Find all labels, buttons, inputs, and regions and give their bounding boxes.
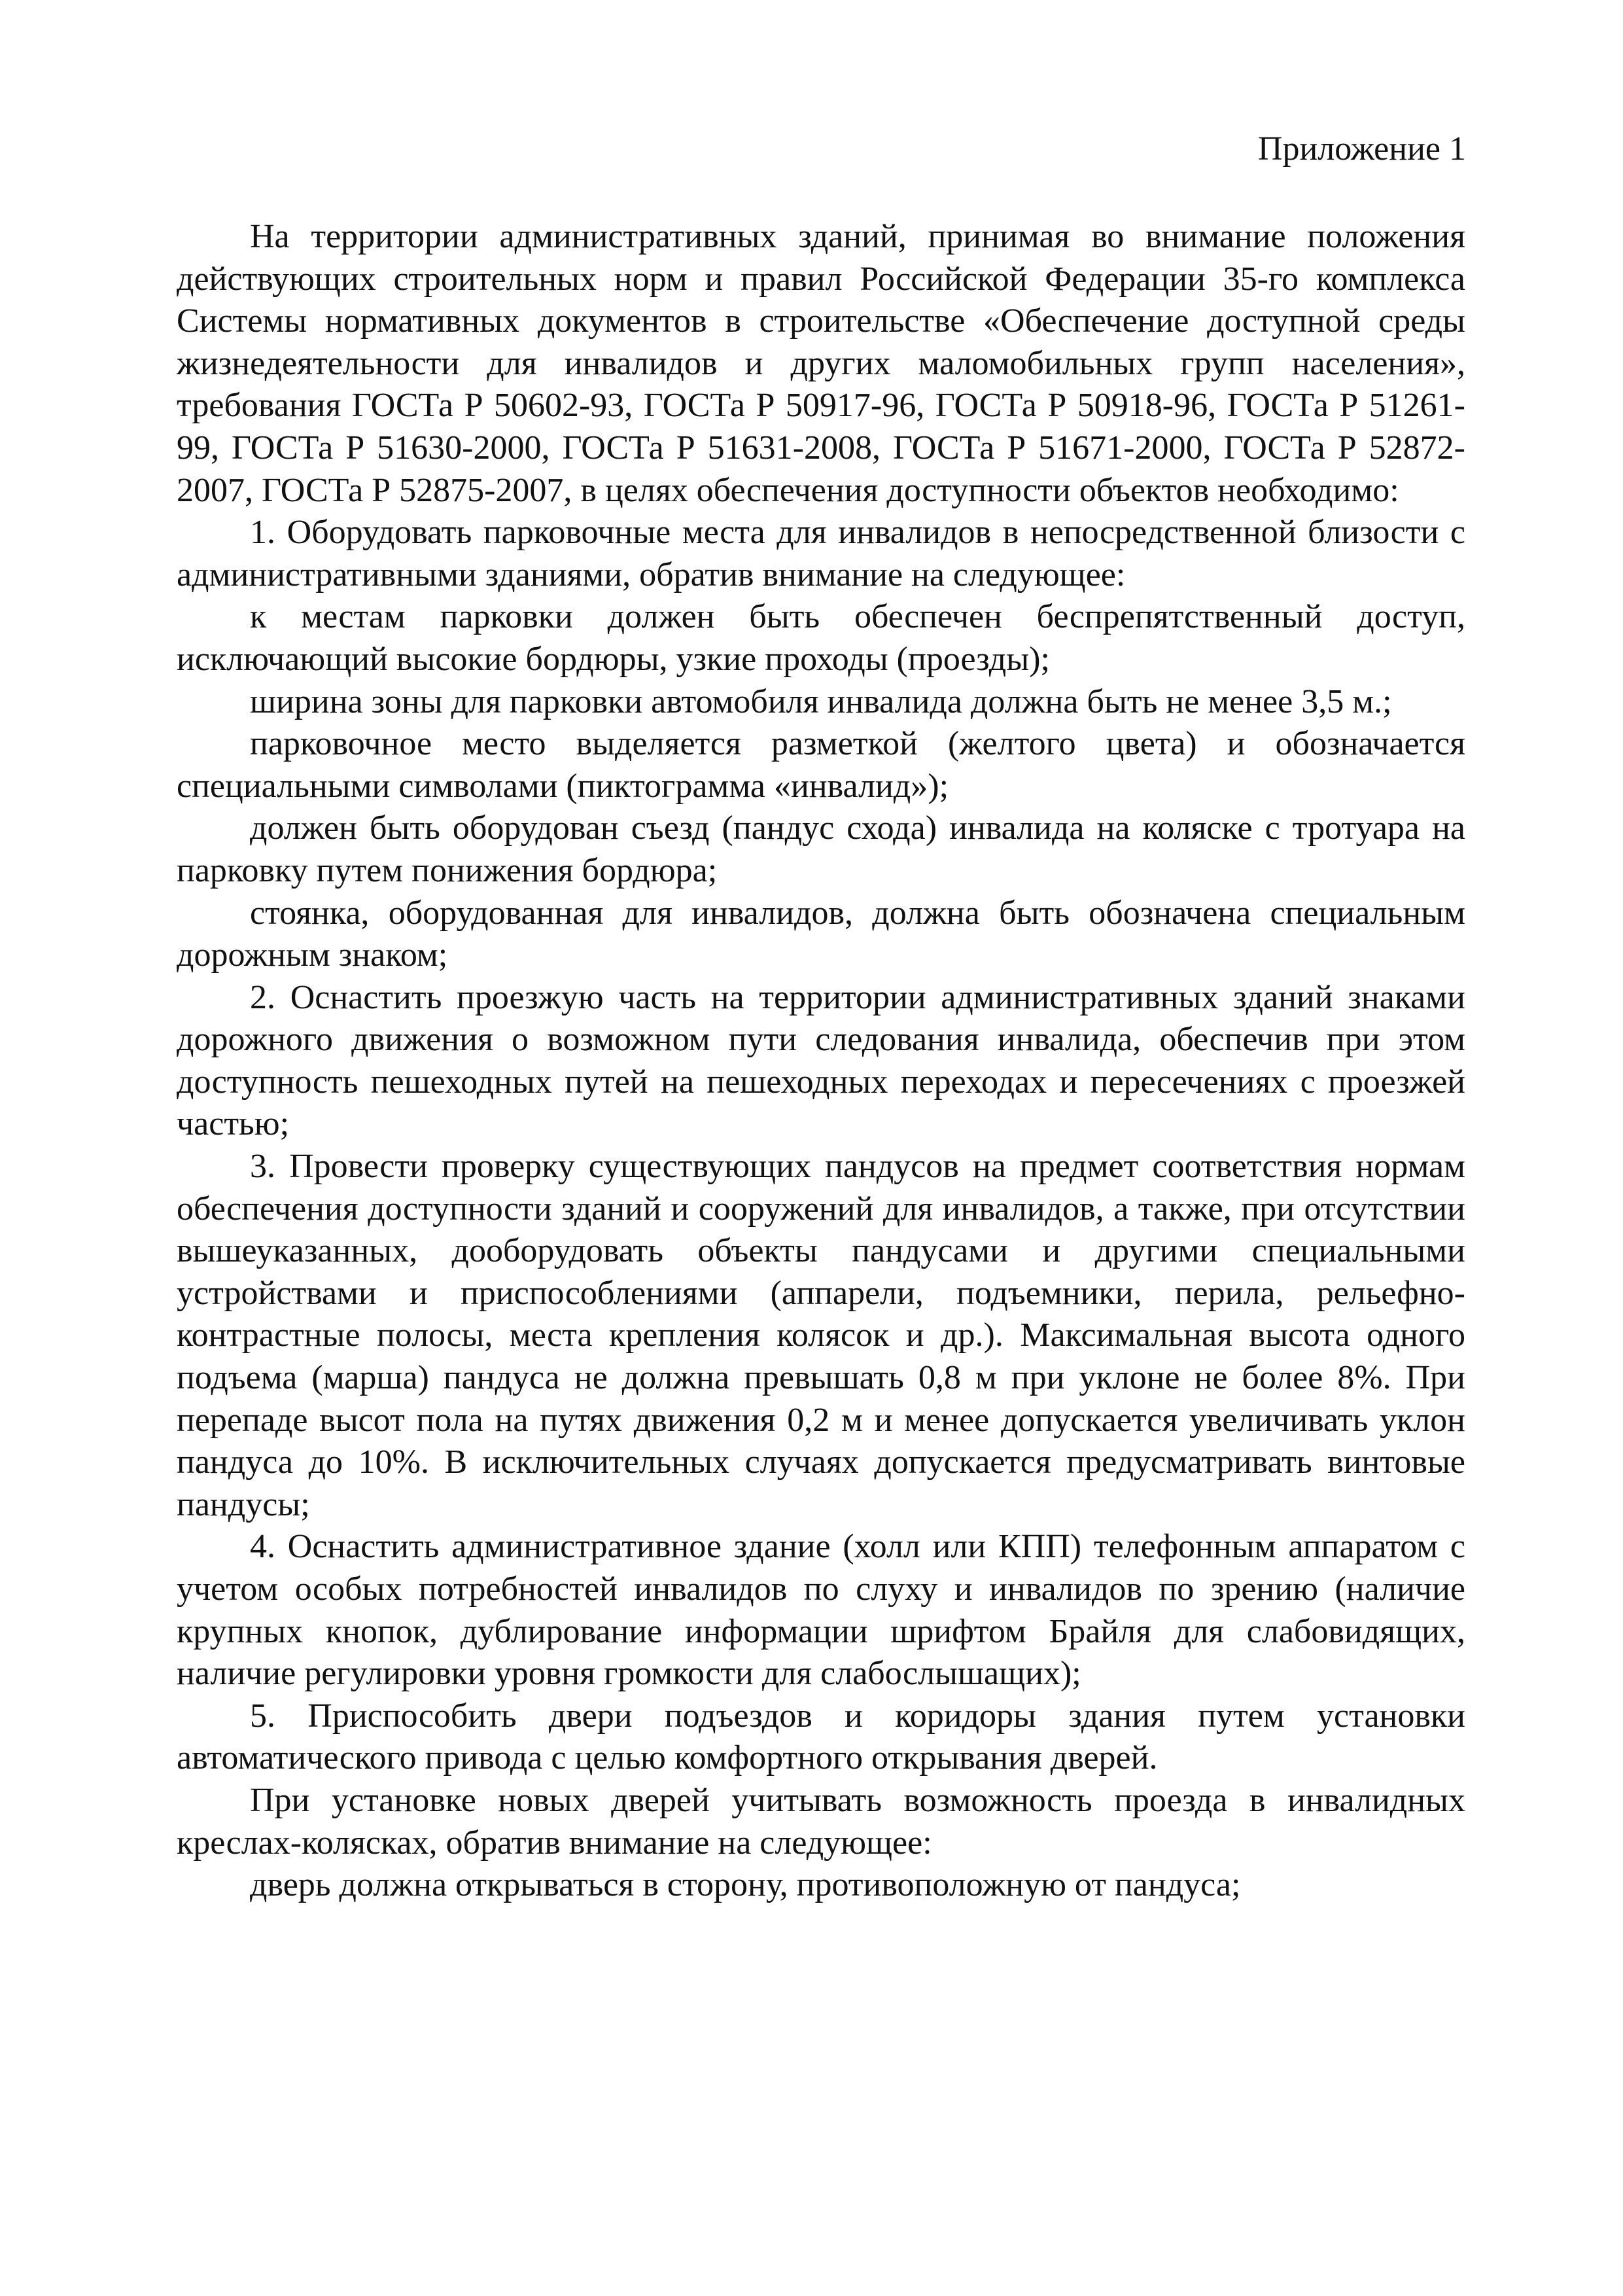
- paragraph-door-direction: дверь должна открываться в сторону, противоположную от пандуса;: [250, 1866, 1241, 1904]
- appendix-label: Приложение 1: [1257, 130, 1466, 168]
- paragraph-item-4: 4. Оснастить административное здание (холл или КПП) телефонным аппаратом с учетом особых потребностей инвалидов по слуху и инвалидов по зрению (наличие крупных кнопок, дублирование информации шрифтом Брайля для слабовидящих, наличие регулировки уровня громкости для слабослышащих);: [177, 1528, 1465, 1693]
- paragraph-item-2: 2. Оснастить проезжую часть на территории административных зданий знаками дорожного движения о возможном пути следования инвалида, обеспечив при этом доступность пешеходных путей на пешеходных переходах и пересечениях с проезжей частью;: [177, 978, 1465, 1143]
- paragraph-item-3: 3. Провести проверку существующих пандусов на предмет соответствия нормам обеспечения доступности зданий и сооружений для инвалидов, а также, при отсутствии вышеуказанных, дооборудовать объекты пандусами и другими специальными устройствами и приспособлениями (аппарели, подъемники, перила, рельефно-контрастные полосы, места крепления колясок и др.). Максимальная высота одного подъема (марша) пандуса не должна превышать 0,8 м при уклоне не более 8%. При перепаде высот пола на путях движения 0,2 м и менее допускается увеличивать уклон пандуса до 10%. В исключительных случаях допускается предусматривать винтовые пандусы;: [177, 1148, 1465, 1523]
- paragraph-parking-access: к местам парковки должен быть обеспечен беспрепятственный доступ, исключающий высокие бордюры, узкие проходы (проезды);: [177, 598, 1465, 678]
- paragraph-item-5: 5. Приспособить двери подъездов и коридоры здания путем установки автоматического привода с целью комфортного открывания дверей.: [177, 1697, 1465, 1777]
- document-body: [177, 216, 1465, 1907]
- paragraph-parking-width: ширина зоны для парковки автомобиля инвалида должна быть не менее 3,5 м.;: [250, 682, 1392, 720]
- paragraph-curb-ramp: должен быть оборудован съезд (пандус схода) инвалида на коляске с тротуара на парковку путем понижения бордюра;: [177, 809, 1465, 889]
- paragraph-item-1: 1. Оборудовать парковочные места для инвалидов в непосредственной близости с административными зданиями, обратив внимание на следующее:: [177, 514, 1465, 593]
- paragraph-parking-marking: парковочное место выделяется разметкой (желтого цвета) и обозначается специальными символами (пиктограмма «инвалид»);: [177, 725, 1465, 805]
- paragraph-new-doors: При установке новых дверей учитывать возможность проезда в инвалидных креслах-колясках, обратив внимание на следующее:: [177, 1781, 1465, 1862]
- paragraph-parking-sign: стоянка, оборудованная для инвалидов, должна быть обозначена специальным дорожным знаком;: [177, 894, 1465, 974]
- paragraph-intro: На территории административных зданий, принимая во внимание положения действующих строительных норм и правил Российской Федерации 35-го комплекса Системы нормативных документов в строительстве «Обеспечение доступной среды жизнедеятельности для инвалидов и других маломобильных групп населения», требования ГОСТа Р 50602-93, ГОСТа Р 50917-96, ГОСТа Р 50918-96, ГОСТа Р 51261-99, ГОСТа Р 51630-2000, ГОСТа Р 51631-2008, ГОСТа Р 51671-2000, ГОСТа Р 52872-2007, ГОСТа Р 52875-2007, в целях обеспечения доступности объектов необходимо:: [177, 218, 1465, 509]
